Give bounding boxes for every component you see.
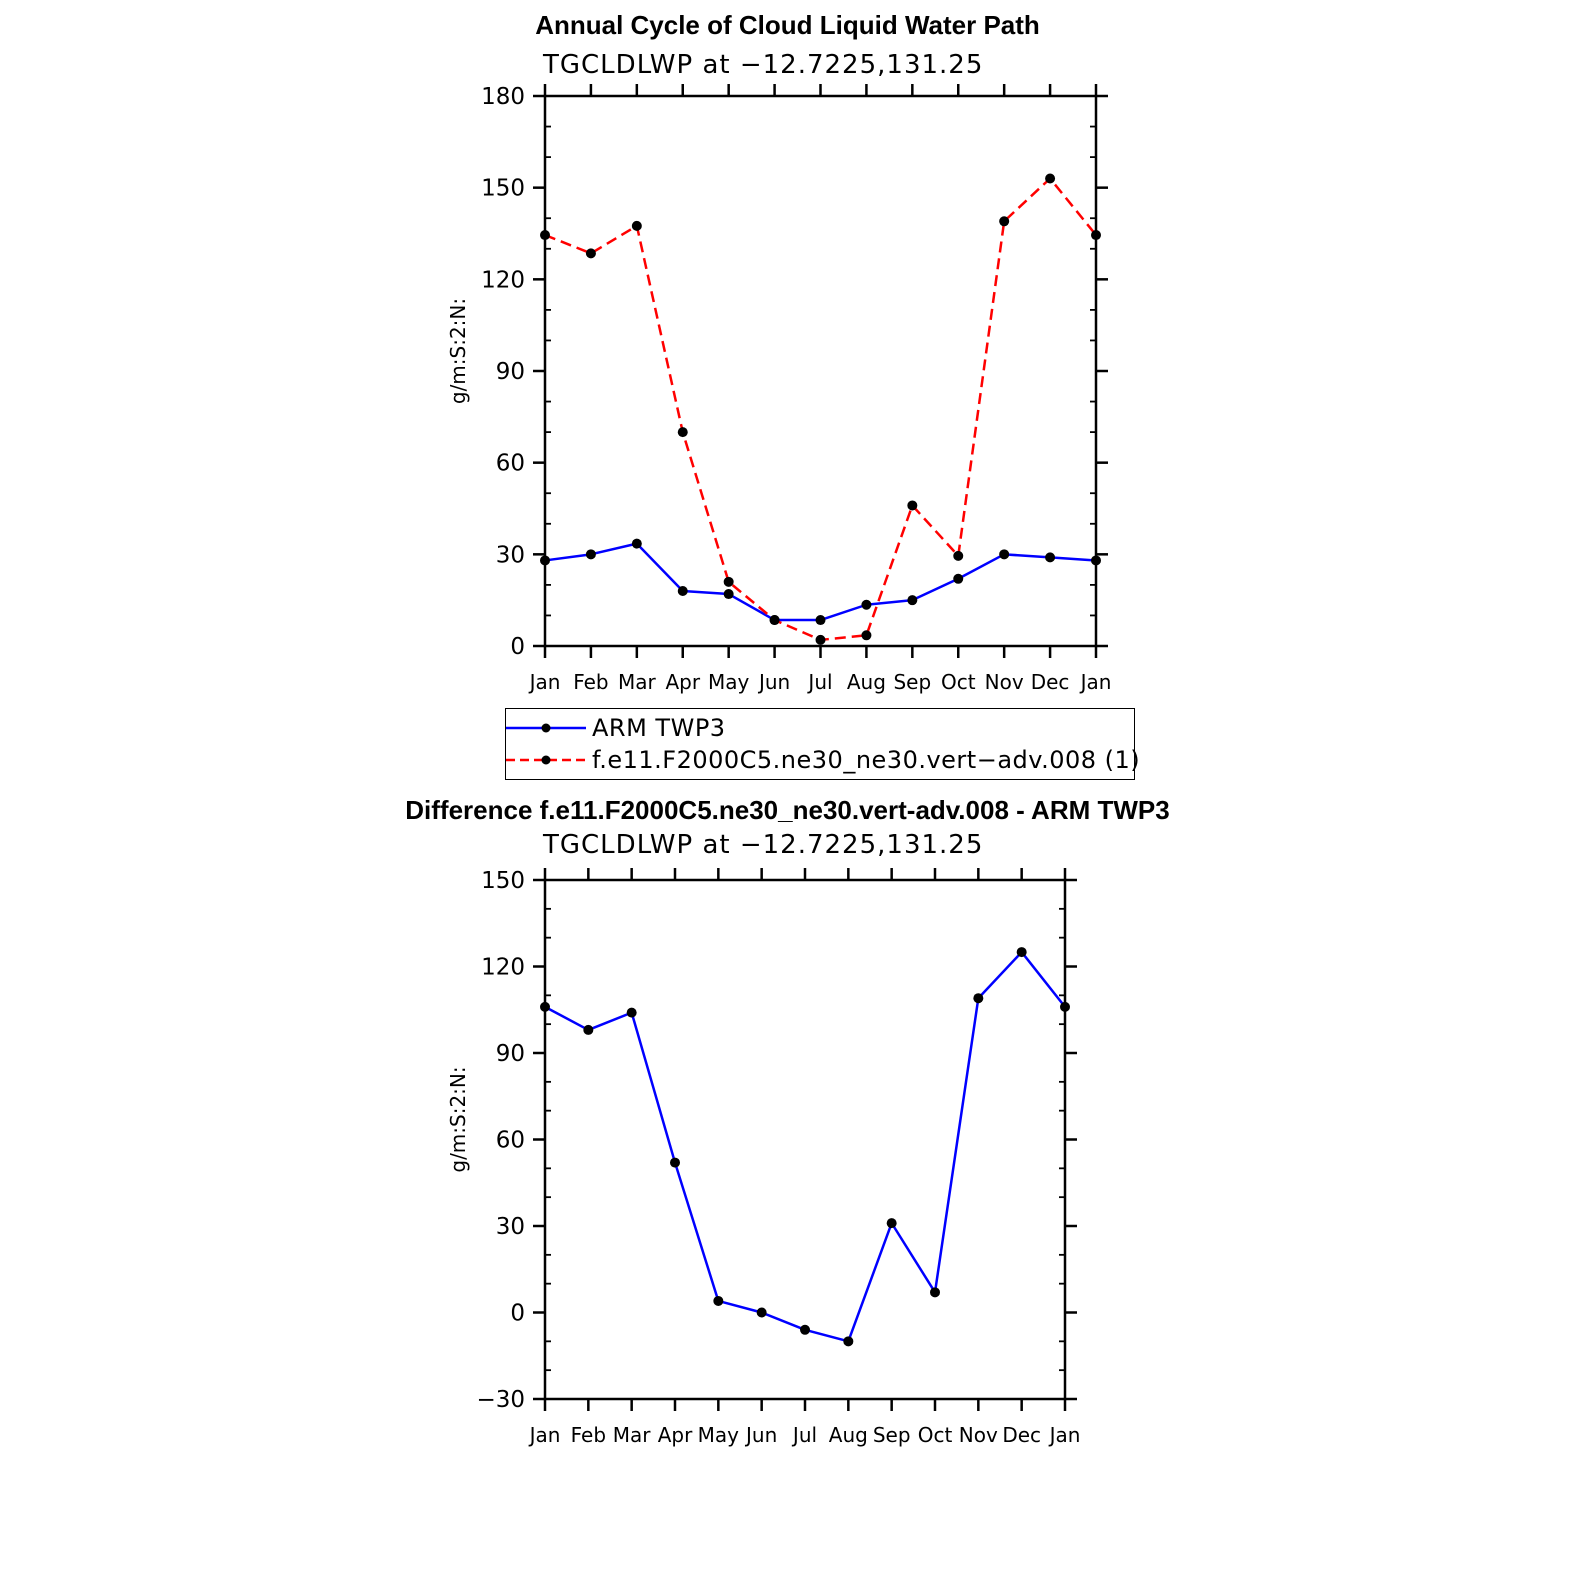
data-point-1 xyxy=(861,630,871,640)
x-tick-label: May xyxy=(707,670,750,694)
data-point-0 xyxy=(999,549,1009,559)
bottom-chart-title: Difference f.e11.F2000C5.ne30_ne30.vert-adv.008 - ARM TWP3 xyxy=(405,795,1170,825)
x-tick-label: Jan xyxy=(529,1423,561,1447)
x-tick-label: Dec xyxy=(1002,1423,1042,1447)
data-point-0 xyxy=(1091,555,1101,565)
bottom-chart-subtitle: TGCLDLWP at −12.7225,131.25 xyxy=(543,830,984,860)
x-tick-label: Jan xyxy=(529,670,561,694)
y-tick-label: −30 xyxy=(476,1387,525,1413)
y-tick-label: 60 xyxy=(495,1127,525,1154)
x-tick-label: Jan xyxy=(1080,670,1112,694)
x-tick-label: May xyxy=(697,1423,740,1447)
x-tick-label: Jul xyxy=(792,1423,818,1447)
y-tick-label: 30 xyxy=(495,1214,525,1240)
x-tick-label: Sep xyxy=(893,670,932,694)
legend-marker-model xyxy=(506,744,592,776)
legend xyxy=(505,708,1141,780)
x-tick-label: Oct xyxy=(940,670,976,694)
y-tick-label: 150 xyxy=(481,175,525,202)
series-line-0 xyxy=(545,544,1096,620)
y-tick-label: 120 xyxy=(481,954,525,981)
data-point-1 xyxy=(907,500,917,510)
x-tick-label: Mar xyxy=(617,670,656,694)
plot-frame xyxy=(545,96,1096,646)
data-point-0 xyxy=(1045,552,1055,562)
data-point-0 xyxy=(953,574,963,584)
y-tick-label: 90 xyxy=(495,359,525,385)
data-point-1 xyxy=(678,427,688,437)
y-tick-label: 30 xyxy=(495,542,525,569)
data-point-1 xyxy=(632,221,642,231)
data-point-1 xyxy=(1091,230,1101,240)
x-tick-label: Feb xyxy=(570,1423,607,1447)
data-point-1 xyxy=(724,577,734,587)
y-axis-label: g/m:S:2:N: xyxy=(446,297,470,405)
y-tick-label: 180 xyxy=(481,84,525,110)
data-point-1 xyxy=(999,216,1009,226)
x-tick-label: Apr xyxy=(665,670,701,694)
x-tick-label: Jul xyxy=(808,670,833,694)
data-point-0 xyxy=(540,555,550,565)
x-tick-label: Oct xyxy=(917,1423,953,1447)
x-tick-label: Nov xyxy=(984,670,1024,694)
y-tick-label: 0 xyxy=(510,1300,525,1327)
x-tick-label: Feb xyxy=(573,670,609,694)
data-point-1 xyxy=(816,635,826,645)
x-tick-label: Dec xyxy=(1030,670,1070,694)
data-point-0 xyxy=(632,539,642,549)
x-tick-label: Jun xyxy=(746,1423,778,1447)
x-tick-label: Sep xyxy=(872,1423,911,1447)
x-tick-label: Nov xyxy=(958,1423,998,1447)
legend-entry-arm xyxy=(506,712,1134,744)
series-line-1 xyxy=(545,179,1096,640)
legend-label-model: f.e11.F2000C5.ne30_ne30.vert−adv.008 (1) xyxy=(592,746,1141,774)
data-point-0 xyxy=(816,615,826,625)
data-point-0 xyxy=(678,586,688,596)
data-point-0 xyxy=(907,595,917,605)
top-chart-title: Annual Cycle of Cloud Liquid Water Path xyxy=(535,10,1040,40)
data-point-0 xyxy=(861,600,871,610)
legend-entry-model xyxy=(506,744,1141,776)
y-axis-label: g/m:S:2:N: xyxy=(446,1066,470,1173)
x-tick-label: Jan xyxy=(1049,1423,1081,1447)
data-point-1 xyxy=(586,248,596,258)
data-point-1 xyxy=(540,230,550,240)
data-point-1 xyxy=(770,615,780,625)
y-tick-label: 150 xyxy=(481,868,525,894)
legend-label-arm: ARM TWP3 xyxy=(592,714,726,742)
data-point-0 xyxy=(586,549,596,559)
x-tick-label: Mar xyxy=(612,1423,651,1447)
data-point-1 xyxy=(1045,174,1055,184)
data-point-1 xyxy=(953,551,963,561)
x-tick-label: Apr xyxy=(657,1423,693,1447)
x-tick-label: Jun xyxy=(758,670,791,694)
legend-marker-arm xyxy=(506,712,592,744)
data-point-0 xyxy=(724,589,734,599)
y-tick-label: 0 xyxy=(510,634,525,660)
y-tick-label: 90 xyxy=(495,1041,525,1067)
y-tick-label: 120 xyxy=(481,267,525,294)
x-tick-label: Aug xyxy=(828,1423,868,1447)
top-chart-subtitle: TGCLDLWP at −12.7225,131.25 xyxy=(543,50,984,80)
x-tick-label: Aug xyxy=(846,670,886,694)
y-tick-label: 60 xyxy=(495,450,525,477)
